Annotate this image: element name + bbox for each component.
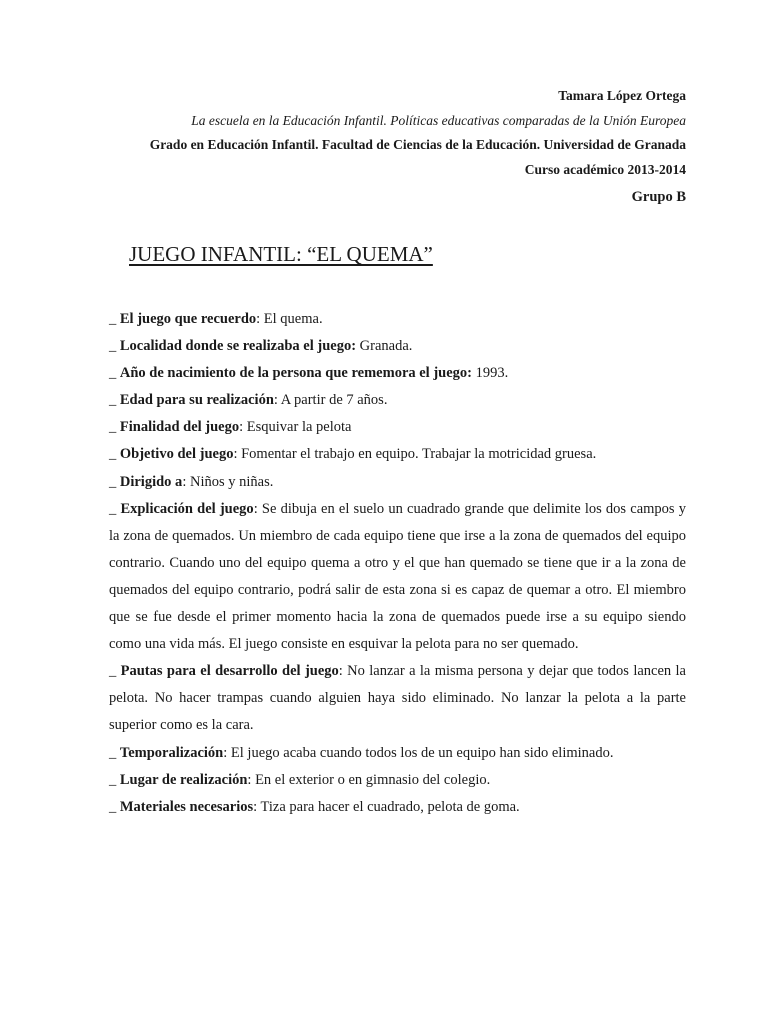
item-text: : Fomentar el trabajo en equipo. Trabajar la motricidad gruesa. — [233, 446, 597, 463]
list-item — [109, 469, 686, 496]
item-label: Dirigido a — [119, 473, 183, 490]
item-label: Lugar de realización — [119, 771, 248, 788]
item-label: Temporalización — [119, 744, 224, 761]
item-text: : Tiza para hacer el cuadrado, pelota de goma. — [253, 798, 520, 815]
group-label: Grupo B — [631, 189, 686, 205]
list-item — [109, 496, 686, 659]
item-prefix: _ — [109, 365, 120, 382]
list-item — [109, 658, 686, 739]
list-item — [109, 414, 686, 441]
item-text: : A partir de 7 años. — [273, 392, 388, 409]
item-text: 1993. — [472, 365, 509, 382]
item-label: Objetivo del juego — [119, 446, 234, 463]
list-item — [109, 360, 686, 387]
item-text: : Esquivar la pelota — [239, 419, 352, 436]
item-text: : En el exterior o en gimnasio del colegio. — [247, 771, 491, 788]
item-label: Pautas para el desarrollo del juego — [120, 663, 339, 680]
item-label: El juego que recuerdo — [119, 311, 257, 327]
item-label: Año de nacimiento de la persona que rememora el juego: — [119, 365, 472, 382]
item-label: Localidad donde se realizaba el juego: — [119, 338, 357, 355]
item-prefix: _ — [109, 338, 120, 355]
list-item — [109, 740, 686, 767]
item-prefix: _ — [109, 311, 120, 327]
item-prefix: _ — [109, 798, 120, 815]
course-title: La escuela en la Educación Infantil. Políticas educativas comparadas de la Unión Europea — [191, 112, 686, 128]
item-prefix: _ — [109, 744, 120, 761]
page-title: JUEGO INFANTIL: “EL QUEMA” — [129, 242, 433, 266]
item-prefix: _ — [109, 771, 120, 788]
document-header — [80, 84, 686, 210]
item-label: Materiales necesarios — [119, 798, 254, 815]
item-prefix: _ — [109, 446, 120, 463]
academic-year: Curso académico 2013-2014 — [524, 161, 686, 177]
item-text: : Se dibuja en el suelo un cuadrado grande que delimite los dos campos y la zona de quemados. Un miembro de cada equipo tiene que irse a la zona de quemados del equipo contrario. Cuando uno del equipo quema a otro y el que han quemado se tiene que ir a la zona de quemados del equipo contrario, podrá salir de esta zona si es capaz de quemar a otro. El miembro que se fue desde el primer momento hacia la zona de quemados puede irse a su equipo siendo como una vida más. El juego consiste en esquivar la pelota para no ser quemado. — [109, 500, 686, 653]
list-item — [109, 333, 686, 360]
list-item — [109, 441, 686, 468]
item-label: Finalidad del juego — [119, 419, 240, 436]
list-item — [109, 387, 686, 414]
list-item — [109, 794, 686, 821]
item-prefix: _ — [109, 663, 121, 680]
item-text: Granada. — [356, 338, 413, 355]
item-prefix: _ — [109, 473, 120, 490]
item-text: : No lanzar a la misma persona y dejar que todos lancen la pelota. No hacer trampas cuando alguien haya sido eliminado. No lanzar la pelota a la parte superior como es la cara. — [109, 663, 686, 734]
list-item — [109, 306, 686, 333]
item-text: : El juego acaba cuando todos los de un equipo han sido eliminado. — [223, 744, 614, 761]
item-prefix: _ — [109, 500, 121, 517]
item-label: Edad para su realización — [119, 392, 274, 409]
author-name: Tamara López Ortega — [558, 88, 686, 103]
item-text: : Niños y niñas. — [182, 473, 274, 490]
item-prefix: _ — [109, 392, 120, 409]
degree-line: Grado en Educación Infantil. Facultad de Ciencias de la Educación. Universidad de Granada — [149, 137, 686, 152]
list-item — [109, 767, 686, 794]
item-prefix: _ — [109, 419, 120, 436]
game-details-list — [109, 306, 686, 821]
item-label: Explicación del juego — [120, 500, 254, 517]
item-text: : El quema. — [256, 311, 323, 327]
